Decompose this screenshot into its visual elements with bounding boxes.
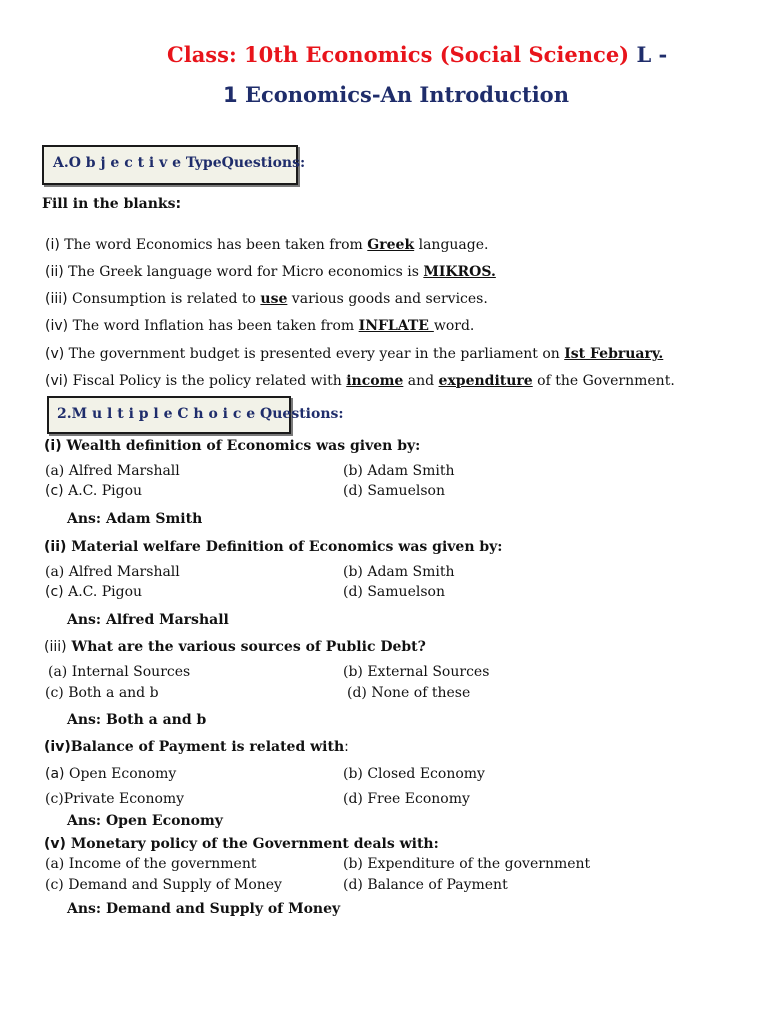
fill-item-text: The word Economics has been taken from: [64, 237, 368, 253]
question: [44, 836, 439, 852]
question-text: Wealth definition of Economics was given by:: [66, 438, 421, 454]
option-d: (d) None of these: [347, 685, 471, 701]
fill-item-text-after: various goods and services.: [287, 291, 488, 307]
fill-item: [45, 373, 675, 389]
fill-item-answer: Greek: [367, 237, 415, 253]
question-text: Material welfare Definition of Economics was given by:: [71, 539, 503, 555]
question-num: (iii): [44, 639, 67, 655]
fill-blanks-colon: :: [175, 196, 182, 212]
fill-item-num: (vi): [45, 373, 69, 389]
question: [44, 739, 349, 755]
fill-item-text: Fiscal Policy is the policy related with: [72, 373, 347, 389]
fill-item-text: The government budget is presented every year in the parliament on: [68, 346, 565, 362]
fill-item-text-mid: and: [403, 373, 439, 389]
option-c-text: A.C. Pigou: [68, 584, 143, 600]
option-a-text: Open Economy: [68, 766, 177, 782]
option-d: (d) Samuelson: [343, 584, 445, 600]
answer: Ans: Demand and Supply of Money: [67, 901, 341, 917]
section-b-heading-box: [47, 396, 344, 434]
fill-item-answer: Ist February.: [564, 346, 664, 362]
fill-item-num: (iii): [45, 291, 68, 307]
question-text: Monetary policy of the Government deals with:: [70, 836, 439, 852]
fill-item-answer: use: [260, 291, 288, 307]
question: [44, 438, 420, 454]
fill-item-num: (v): [45, 346, 65, 362]
fill-item-text-after: of the Government.: [532, 373, 675, 389]
fill-blanks-label: [42, 196, 181, 212]
section-a-heading-box: [42, 145, 306, 185]
option-c: [45, 584, 142, 600]
option-c-num: (c): [45, 584, 64, 600]
option-c: (c)Private Economy: [45, 791, 185, 807]
fill-item: [45, 346, 663, 362]
question: [44, 639, 426, 655]
fill-item-answer: MIKROS.: [423, 264, 496, 280]
option-c-num: (c): [45, 483, 64, 499]
fill-item: [45, 264, 496, 280]
fill-item-answer: INFLATE: [358, 318, 434, 334]
fill-item-answer-2: expenditure: [438, 373, 533, 389]
option-d: (d) Samuelson: [343, 483, 445, 499]
section-a-heading: A.O b j e c t i v e TypeQuestions:: [53, 155, 306, 171]
fill-item-text: Consumption is related to: [72, 291, 261, 307]
option-b: (b) Adam Smith: [343, 463, 455, 479]
fill-item-num: (iv): [45, 318, 69, 334]
fill-item-answer: income: [346, 373, 404, 389]
title-class-text: Class: 10th Economics (Social Science): [167, 42, 630, 67]
answer: Ans: Open Economy: [67, 813, 223, 829]
fill-item-num: (i): [45, 237, 60, 253]
question-num: (v): [44, 836, 66, 852]
title-lesson-prefix: L -: [636, 42, 668, 67]
option-c-text: A.C. Pigou: [68, 483, 143, 499]
option-d: (d) Balance of Payment: [343, 877, 508, 893]
answer: Ans: Alfred Marshall: [67, 612, 229, 628]
option-a: (a) Alfred Marshall: [45, 463, 180, 479]
page-title-line-2: [223, 82, 569, 107]
answer: Ans: Both a and b: [67, 712, 207, 728]
option-c: (c) Both a and b: [45, 685, 159, 701]
question-text: What are the various sources of Public Debt?: [71, 639, 426, 655]
section-b-heading: 2.M u l t i p l e C h o i c e Questions:: [57, 406, 344, 422]
question: [44, 539, 502, 555]
option-b: (b) Adam Smith: [343, 564, 455, 580]
option-c: (c) Demand and Supply of Money: [45, 877, 282, 893]
fill-item: [45, 318, 474, 334]
fill-item: [45, 291, 488, 307]
title-lesson-number: 1: [223, 83, 238, 107]
question-text: Balance of Payment is related with: [70, 739, 345, 755]
option-b: (b) External Sources: [343, 664, 490, 680]
question-num: (ii): [44, 539, 67, 555]
fill-item-text: The Greek language word for Micro economics is: [68, 264, 424, 280]
fill-item-text-after: word.: [433, 318, 475, 334]
answer: Ans: Adam Smith: [67, 511, 203, 527]
fill-item-text-after: language.: [414, 237, 489, 253]
question-colon: :: [344, 739, 349, 755]
page-title-line-1: [167, 42, 667, 67]
option-a: (a) Internal Sources: [48, 664, 191, 680]
option-d: (d) Free Economy: [343, 791, 470, 807]
option-c: [45, 483, 142, 499]
title-lesson-name: Economics-An Introduction: [244, 82, 569, 107]
option-a: (a) Alfred Marshall: [45, 564, 180, 580]
option-a: [45, 766, 176, 782]
question-num: (iv): [44, 739, 71, 755]
option-a: (a) Income of the government: [45, 856, 257, 872]
option-b: (b) Expenditure of the government: [343, 856, 591, 872]
fill-item-num: (ii): [45, 264, 64, 280]
option-a-num: (a): [45, 766, 65, 782]
option-b: (b) Closed Economy: [343, 766, 485, 782]
fill-item-text: The word Inflation has been taken from: [72, 318, 359, 334]
fill-blanks-text: Fill in the blanks: [42, 196, 176, 212]
fill-item: [45, 237, 488, 253]
question-num: (i): [44, 438, 62, 454]
